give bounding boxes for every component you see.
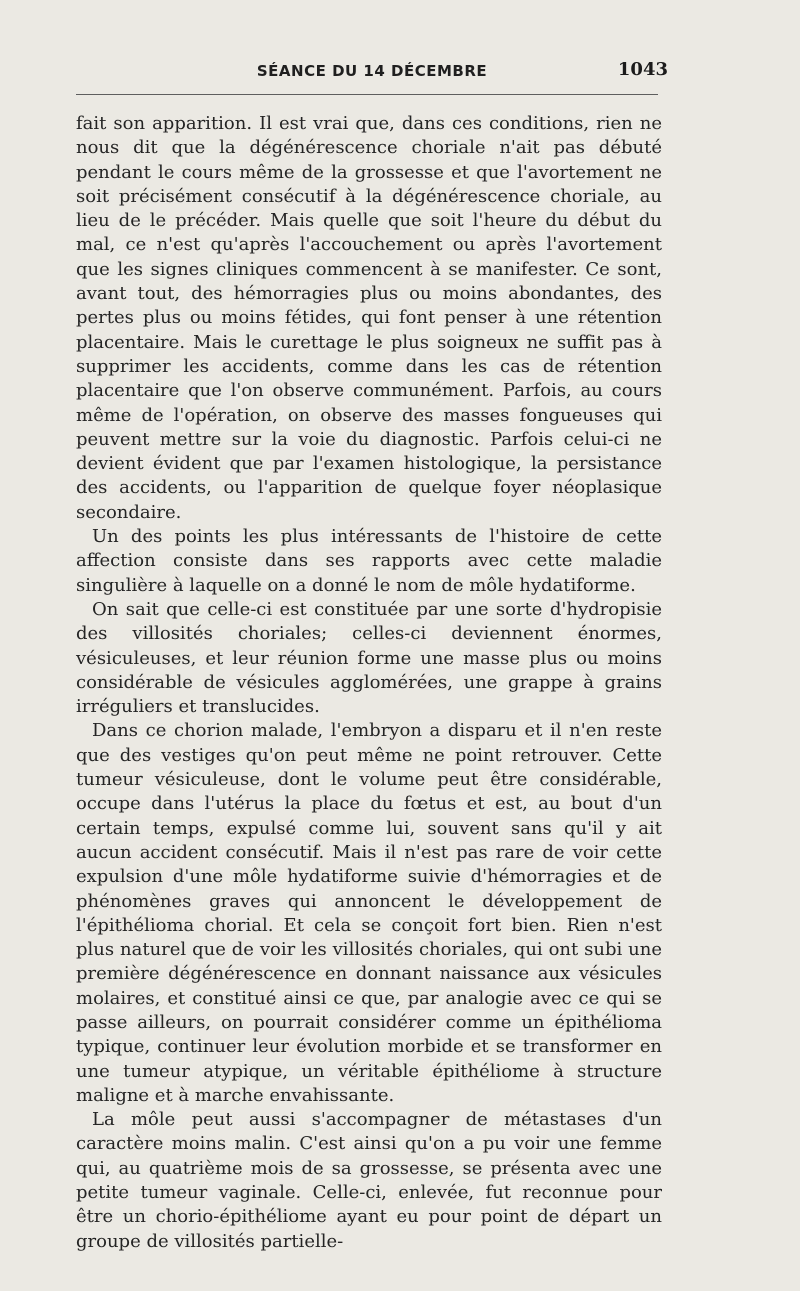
paragraph: On sait que celle-ci est constituée par une sorte d'hydropisie des villosités choriales; celles-ci deviennent énormes, vésiculeuses, et leur réunion forme une masse plus ou moins considérable de vésicules agglomérées, une grappe à grains irréguliers et translucides. (76, 598, 662, 718)
page-header (76, 56, 668, 90)
paragraph: fait son apparition. Il est vrai que, dans ces conditions, rien ne nous dit que la dégénérescence choriale n'ait pas débuté pendant le cours même de la grossesse et que l'avortement ne soit précisément consécutif à la dégénérescence choriale, au lieu de le précéder. Mais quelle que soit l'heure du début du mal, ce n'est qu'après l'accouchement ou après l'avortement que les signes cliniques commencent à se manifester. Ce sont, avant tout, des hémorragies plus ou moins abondantes, des pertes plus ou moins fétides, qui font penser à une rétention placentaire. Mais le curettage le plus soigneux ne suffit pas à supprimer les accidents, comme dans les cas de rétention placentaire que l'on observe communément. Parfois, au cours même de l'opération, on observe des masses fongueuses qui peuvent mettre sur la voie du diagnostic. Parfois celui-ci ne devient évident que par l'examen histologique, la persistance des accidents, ou l'apparition de quelque foyer néoplasique secondaire. (76, 113, 662, 523)
running-title: SÉANCE DU 14 DÉCEMBRE (256, 62, 488, 80)
header-rule (76, 94, 658, 95)
page-number: 1043 (617, 59, 668, 80)
paragraph: La môle peut aussi s'accompagner de métastases d'un caractère moins malin. C'est ainsi qu'on a pu voir une femme qui, au quatrième mois de sa grossesse, se présenta avec une petite tumeur vaginale. Celle-ci, enlevée, fut reconnue pour être un chorio-épithéliome ayant eu pour point de départ un groupe de villosités partielle- (76, 1109, 662, 1252)
body-text (76, 112, 662, 1254)
paragraph: Un des points les plus intéressants de l'histoire de cette affection consiste dans ses rapports avec cette maladie singulière à laquelle on a donné le nom de môle hydatiforme. (76, 526, 662, 596)
paragraph: Dans ce chorion malade, l'embryon a disparu et il n'en reste que des vestiges qu'on peut même ne point retrouver. Cette tumeur vésiculeuse, dont le volume peut être considérable, occupe dans l'utérus la place du fœtus et est, au bout d'un certain temps, expulsé comme lui, souvent sans qu'il y ait aucun accident consécutif. Mais il n'est pas rare de voir cette expulsion d'une môle hydatiforme suivie d'hémorragies et de phénomènes graves qui annoncent le développement de l'épithélioma chorial. Et cela se conçoit fort bien. Rien n'est plus naturel que de voir les villosités choriales, qui ont subi une première dégénérescence en donnant naissance aux vésicules molaires, et constitué ainsi ce que, par analogie avec ce qui se passe ailleurs, on pourrait considérer comme un épithélioma typique, continuer leur évolution morbide et se transformer en une tumeur atypique, un véritable épithéliome à structure maligne et à marche envahissante. (76, 720, 662, 1106)
